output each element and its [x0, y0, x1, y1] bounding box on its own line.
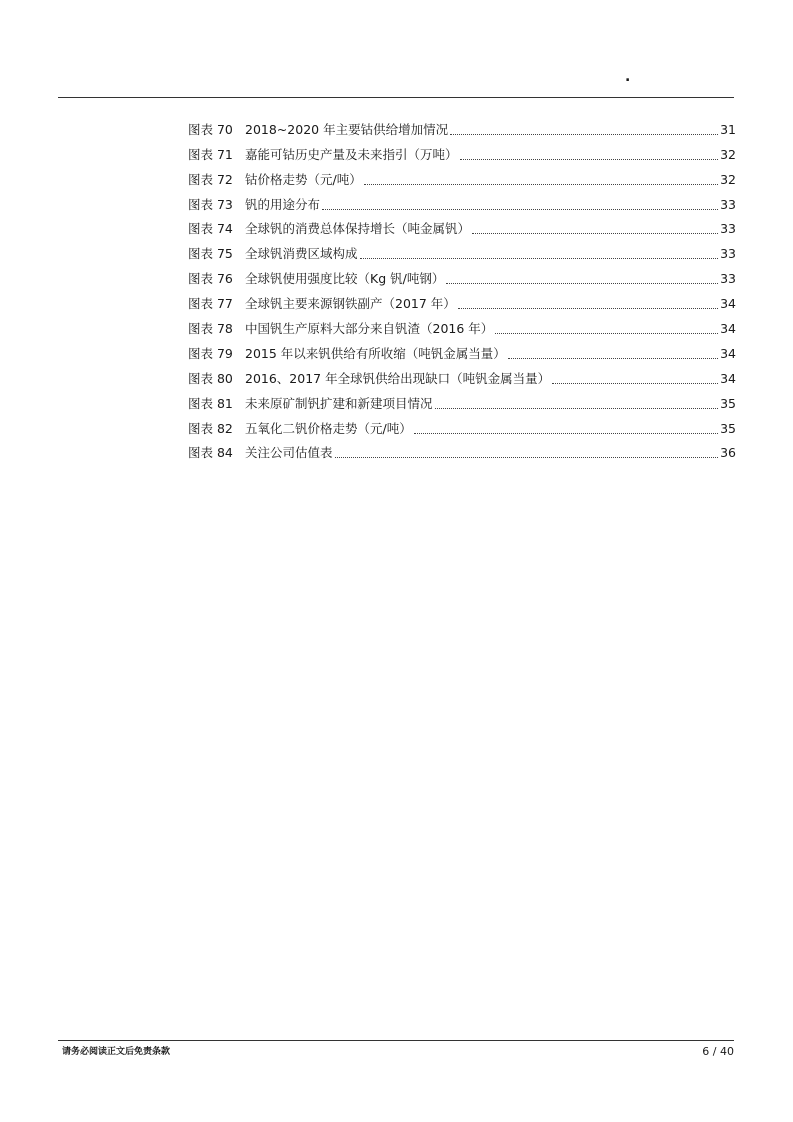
toc-entry-label: 图表 79	[188, 345, 233, 361]
table-of-figures	[188, 114, 736, 462]
header-mark: .	[625, 69, 631, 85]
toc-entry-title: 全球钒使用强度比较（Kg 钒/吨钢）	[245, 271, 445, 287]
toc-entry-label: 图表 71	[188, 146, 233, 162]
toc-dot-leader	[458, 308, 718, 309]
header-divider	[58, 97, 734, 98]
toc-entry-page: 33	[720, 271, 736, 287]
toc-dot-leader	[472, 233, 718, 234]
toc-entry-page: 34	[720, 370, 736, 386]
toc-entry[interactable]	[188, 313, 736, 338]
toc-entry-label: 图表 73	[188, 196, 233, 212]
toc-entry-page: 33	[720, 246, 736, 262]
toc-entry-title: 2018~2020 年主要钴供给增加情况	[245, 121, 449, 137]
toc-entry-label: 图表 82	[188, 420, 233, 436]
toc-dot-leader	[322, 209, 718, 210]
toc-entry-title: 嘉能可钴历史产量及未来指引（万吨）	[245, 146, 458, 162]
toc-entry-title: 五氧化二钒价格走势（元/吨）	[245, 420, 412, 436]
page-indicator: 6 / 40	[702, 1045, 734, 1058]
toc-dot-leader	[414, 433, 718, 434]
toc-entry[interactable]	[188, 189, 736, 214]
toc-entry-page: 33	[720, 196, 736, 212]
toc-entry-title: 未来原矿制钒扩建和新建项目情况	[245, 395, 433, 411]
toc-entry-page: 31	[720, 121, 736, 137]
toc-dot-leader	[446, 283, 718, 284]
toc-dot-leader	[508, 358, 718, 359]
toc-entry-label: 图表 80	[188, 370, 233, 386]
toc-dot-leader	[335, 457, 719, 458]
toc-entry[interactable]	[188, 338, 736, 363]
toc-entry-label: 图表 78	[188, 321, 233, 337]
toc-entry-label: 图表 76	[188, 271, 233, 287]
toc-entry-title: 全球钒的消费总体保持增长（吨金属钒）	[245, 221, 471, 237]
toc-entry-label: 图表 74	[188, 221, 233, 237]
toc-entry[interactable]	[188, 214, 736, 239]
toc-entry[interactable]	[188, 139, 736, 164]
toc-entry-page: 35	[720, 420, 736, 436]
toc-dot-leader	[495, 333, 718, 334]
toc-entry[interactable]	[188, 263, 736, 288]
toc-entry[interactable]	[188, 164, 736, 189]
toc-entry[interactable]	[188, 413, 736, 438]
toc-entry-page: 32	[720, 146, 736, 162]
toc-dot-leader	[435, 408, 719, 409]
toc-dot-leader	[552, 383, 718, 384]
toc-entry-title: 全球钒主要来源钢铁副产（2017 年）	[245, 296, 456, 312]
toc-entry-label: 图表 84	[188, 445, 233, 461]
toc-entry-title: 2016、2017 年全球钒供给出现缺口（吨钒金属当量）	[245, 370, 551, 386]
toc-entry-label: 图表 81	[188, 395, 233, 411]
toc-entry-label: 图表 72	[188, 171, 233, 187]
toc-entry[interactable]	[188, 363, 736, 388]
toc-entry-page: 35	[720, 395, 736, 411]
toc-entry-label: 图表 75	[188, 246, 233, 262]
toc-entry-label: 图表 70	[188, 121, 233, 137]
toc-entry-title: 全球钒消费区域构成	[245, 246, 358, 262]
toc-entry[interactable]	[188, 438, 736, 463]
toc-entry[interactable]	[188, 238, 736, 263]
toc-entry-page: 36	[720, 445, 736, 461]
toc-entry-page: 32	[720, 171, 736, 187]
toc-entry[interactable]	[188, 114, 736, 139]
toc-entry-page: 34	[720, 345, 736, 361]
toc-entry-label: 图表 77	[188, 296, 233, 312]
toc-entry[interactable]	[188, 388, 736, 413]
footer-disclaimer: 请务必阅读正文后免责条款	[62, 1047, 171, 1057]
toc-entry-title: 钒的用途分布	[245, 196, 321, 212]
toc-dot-leader	[450, 134, 718, 135]
toc-entry-title: 钴价格走势（元/吨）	[245, 171, 362, 187]
toc-entry-page: 34	[720, 321, 736, 337]
toc-entry-page: 33	[720, 221, 736, 237]
toc-entry-title: 2015 年以来钒供给有所收缩（吨钒金属当量）	[245, 345, 506, 361]
toc-entry-page: 34	[720, 296, 736, 312]
toc-dot-leader	[460, 159, 719, 160]
toc-entry-title: 中国钒生产原料大部分来自钒渣（2016 年）	[245, 321, 494, 337]
toc-dot-leader	[360, 258, 719, 259]
footer-divider	[58, 1040, 734, 1041]
toc-entry-title: 关注公司估值表	[245, 445, 333, 461]
toc-dot-leader	[364, 184, 718, 185]
toc-entry[interactable]	[188, 288, 736, 313]
